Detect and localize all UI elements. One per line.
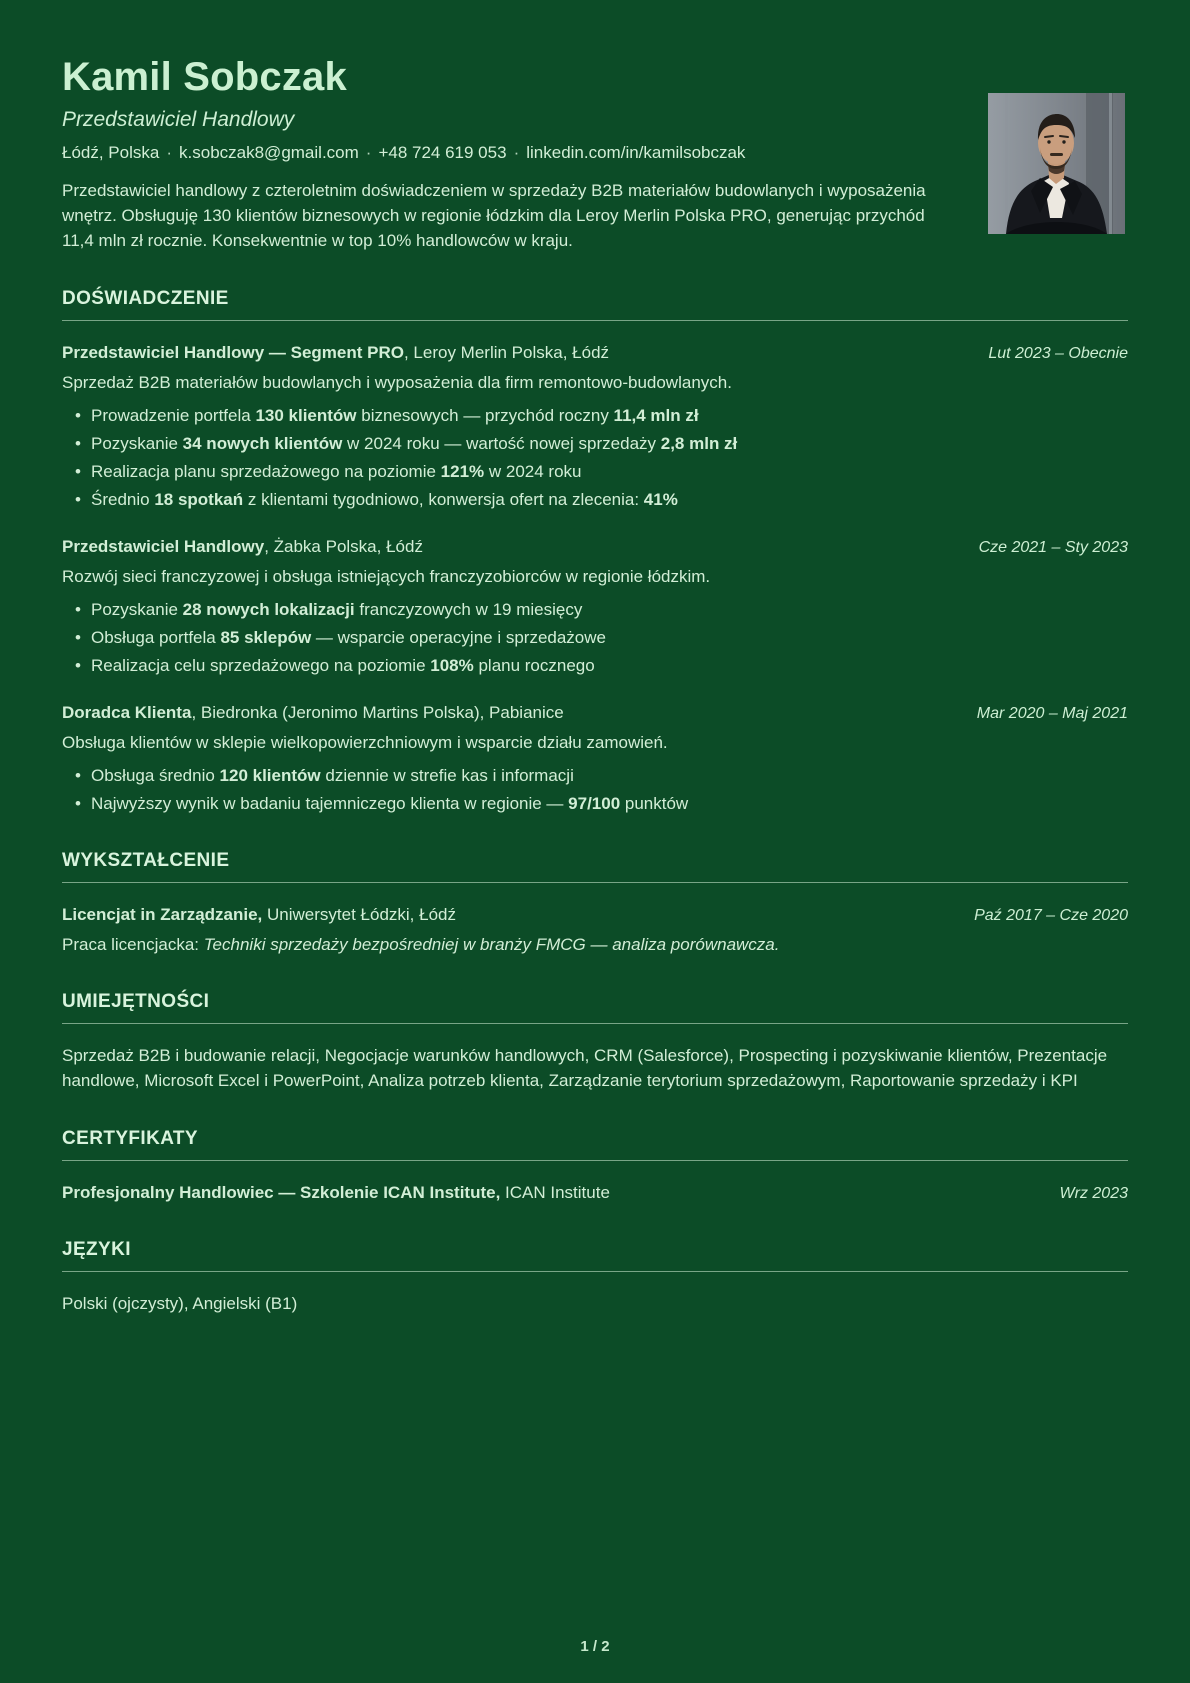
job-title-line: Przedstawiciel Handlowy — Segment PRO, Leroy Merlin Polska, Łódź	[62, 343, 610, 362]
email-link[interactable]: k.sobczak8@gmail.com	[179, 143, 359, 162]
contact-separator: ·	[365, 143, 372, 162]
bullet-item: • Obsługa portfela 85 sklepów — wsparcie operacyjne i sprzedażowe	[62, 627, 1128, 649]
summary-text: Przedstawiciel handlowy z czteroletnim doświadczeniem w sprzedaży B2B materiałów budowlanych i wyposażenia wnętrz. Obsługuję 130 klientów biznesowych w regionie łódzkim dla Leroy Merlin Polska PRO, generując przychód 11,4 mln zł rocznie. Konsekwentnie w top 10% handlowców w kraju.	[62, 181, 926, 250]
contact-separator: ·	[513, 143, 520, 162]
job-entry	[62, 536, 1128, 677]
section-languages	[62, 1238, 1128, 1316]
thesis-line: Praca licencjacka: Techniki sprzedaży bezpośredniej w branży FMCG — analiza porównawcza.	[62, 935, 780, 954]
job-description: Rozwój sieci franczyzowej i obsługa istniejących franczyzobiorców w regionie łódzkim.	[62, 567, 711, 586]
location-text: Łódź, Polska	[62, 143, 160, 162]
contact-separator: ·	[166, 143, 173, 162]
skills-text: Sprzedaż B2B i budowanie relacji, Negocjacje warunków handlowych, CRM (Salesforce), Prospecting i pozyskiwanie klientów, Prezentacje handlowe, Microsoft Excel i PowerPoint, Analiza potrzeb klienta, Zarządzanie terytorium sprzedażowym, Raportowanie sprzedaży i KPI	[62, 1046, 1108, 1090]
skills-heading: UMIEJĘTNOŚCI	[62, 990, 1128, 1024]
job-description: Obsługa klientów w sklepie wielkopowierzchniowym i wsparcie działu zamowień.	[62, 733, 668, 752]
bullet-list	[62, 765, 1128, 815]
job-entry	[62, 342, 1128, 511]
education-title-line: Licencjat in Zarządzanie, Uniwersytet Łódzki, Łódź	[62, 905, 456, 924]
bullet-item: • Prowadzenie portfela 130 klientów biznesowych — przychód roczny 11,4 mln zł	[62, 405, 1128, 427]
certificate-entry	[62, 1182, 1128, 1204]
resume-header	[62, 54, 1128, 253]
certificates-heading: CERTYFIKATY	[62, 1127, 1128, 1161]
bullet-item: • Najwyższy wynik w badaniu tajemniczego klienta w regionie — 97/100 punktów	[62, 793, 1128, 815]
phone-link[interactable]: +48 724 619 053	[378, 143, 507, 162]
job-date: Lut 2023 – Obecnie	[988, 345, 1128, 362]
candidate-name: Kamil Sobczak	[62, 55, 347, 99]
job-entry	[62, 702, 1128, 815]
education-entry	[62, 904, 1128, 956]
bullet-item: • Realizacja planu sprzedażowego na poziomie 121% w 2024 roku	[62, 461, 1128, 483]
experience-heading: DOŚWIADCZENIE	[62, 287, 1128, 321]
page-number: 1 / 2	[580, 1638, 610, 1655]
bullet-item: • Realizacja celu sprzedażowego na poziomie 108% planu rocznego	[62, 655, 1128, 677]
education-date: Paź 2017 – Cze 2020	[974, 907, 1128, 924]
profile-photo	[988, 93, 1125, 234]
job-title-line: Doradca Klienta, Biedronka (Jeronimo Martins Polska), Pabianice	[62, 703, 564, 722]
candidate-job-title: Przedstawiciel Handlowy	[62, 108, 295, 131]
bullet-item: • Pozyskanie 34 nowych klientów w 2024 roku — wartość nowej sprzedaży 2,8 mln zł	[62, 433, 1128, 455]
education-heading: WYKSZTAŁCENIE	[62, 849, 1128, 883]
job-date: Cze 2021 – Sty 2023	[978, 539, 1128, 556]
job-description: Sprzedaż B2B materiałów budowlanych i wyposażenia dla firm remontowo-budowlanych.	[62, 373, 732, 392]
contact-line	[62, 141, 1128, 164]
languages-text: Polski (ojczysty), Angielski (B1)	[62, 1294, 298, 1313]
bullet-list	[62, 599, 1128, 677]
job-title-line: Przedstawiciel Handlowy, Żabka Polska, Łódź	[62, 537, 423, 556]
section-certificates	[62, 1127, 1128, 1204]
section-education	[62, 849, 1128, 956]
section-skills	[62, 990, 1128, 1093]
certificate-title-line: Profesjonalny Handlowiec — Szkolenie ICAN Institute, ICAN Institute	[62, 1183, 610, 1202]
certificate-date: Wrz 2023	[1059, 1185, 1128, 1202]
bullet-item: • Obsługa średnio 120 klientów dziennie w strefie kas i informacji	[62, 765, 1128, 787]
bullet-list	[62, 405, 1128, 511]
job-date: Mar 2020 – Maj 2021	[976, 705, 1128, 722]
section-experience	[62, 287, 1128, 815]
bullet-item: • Pozyskanie 28 nowych lokalizacji franczyzowych w 19 miesięcy	[62, 599, 1128, 621]
languages-heading: JĘZYKI	[62, 1238, 1128, 1272]
bullet-item: • Średnio 18 spotkań z klientami tygodniowo, konwersja ofert na zlecenia: 41%	[62, 489, 1128, 511]
linkedin-link[interactable]: linkedin.com/in/kamilsobczak	[526, 143, 746, 162]
